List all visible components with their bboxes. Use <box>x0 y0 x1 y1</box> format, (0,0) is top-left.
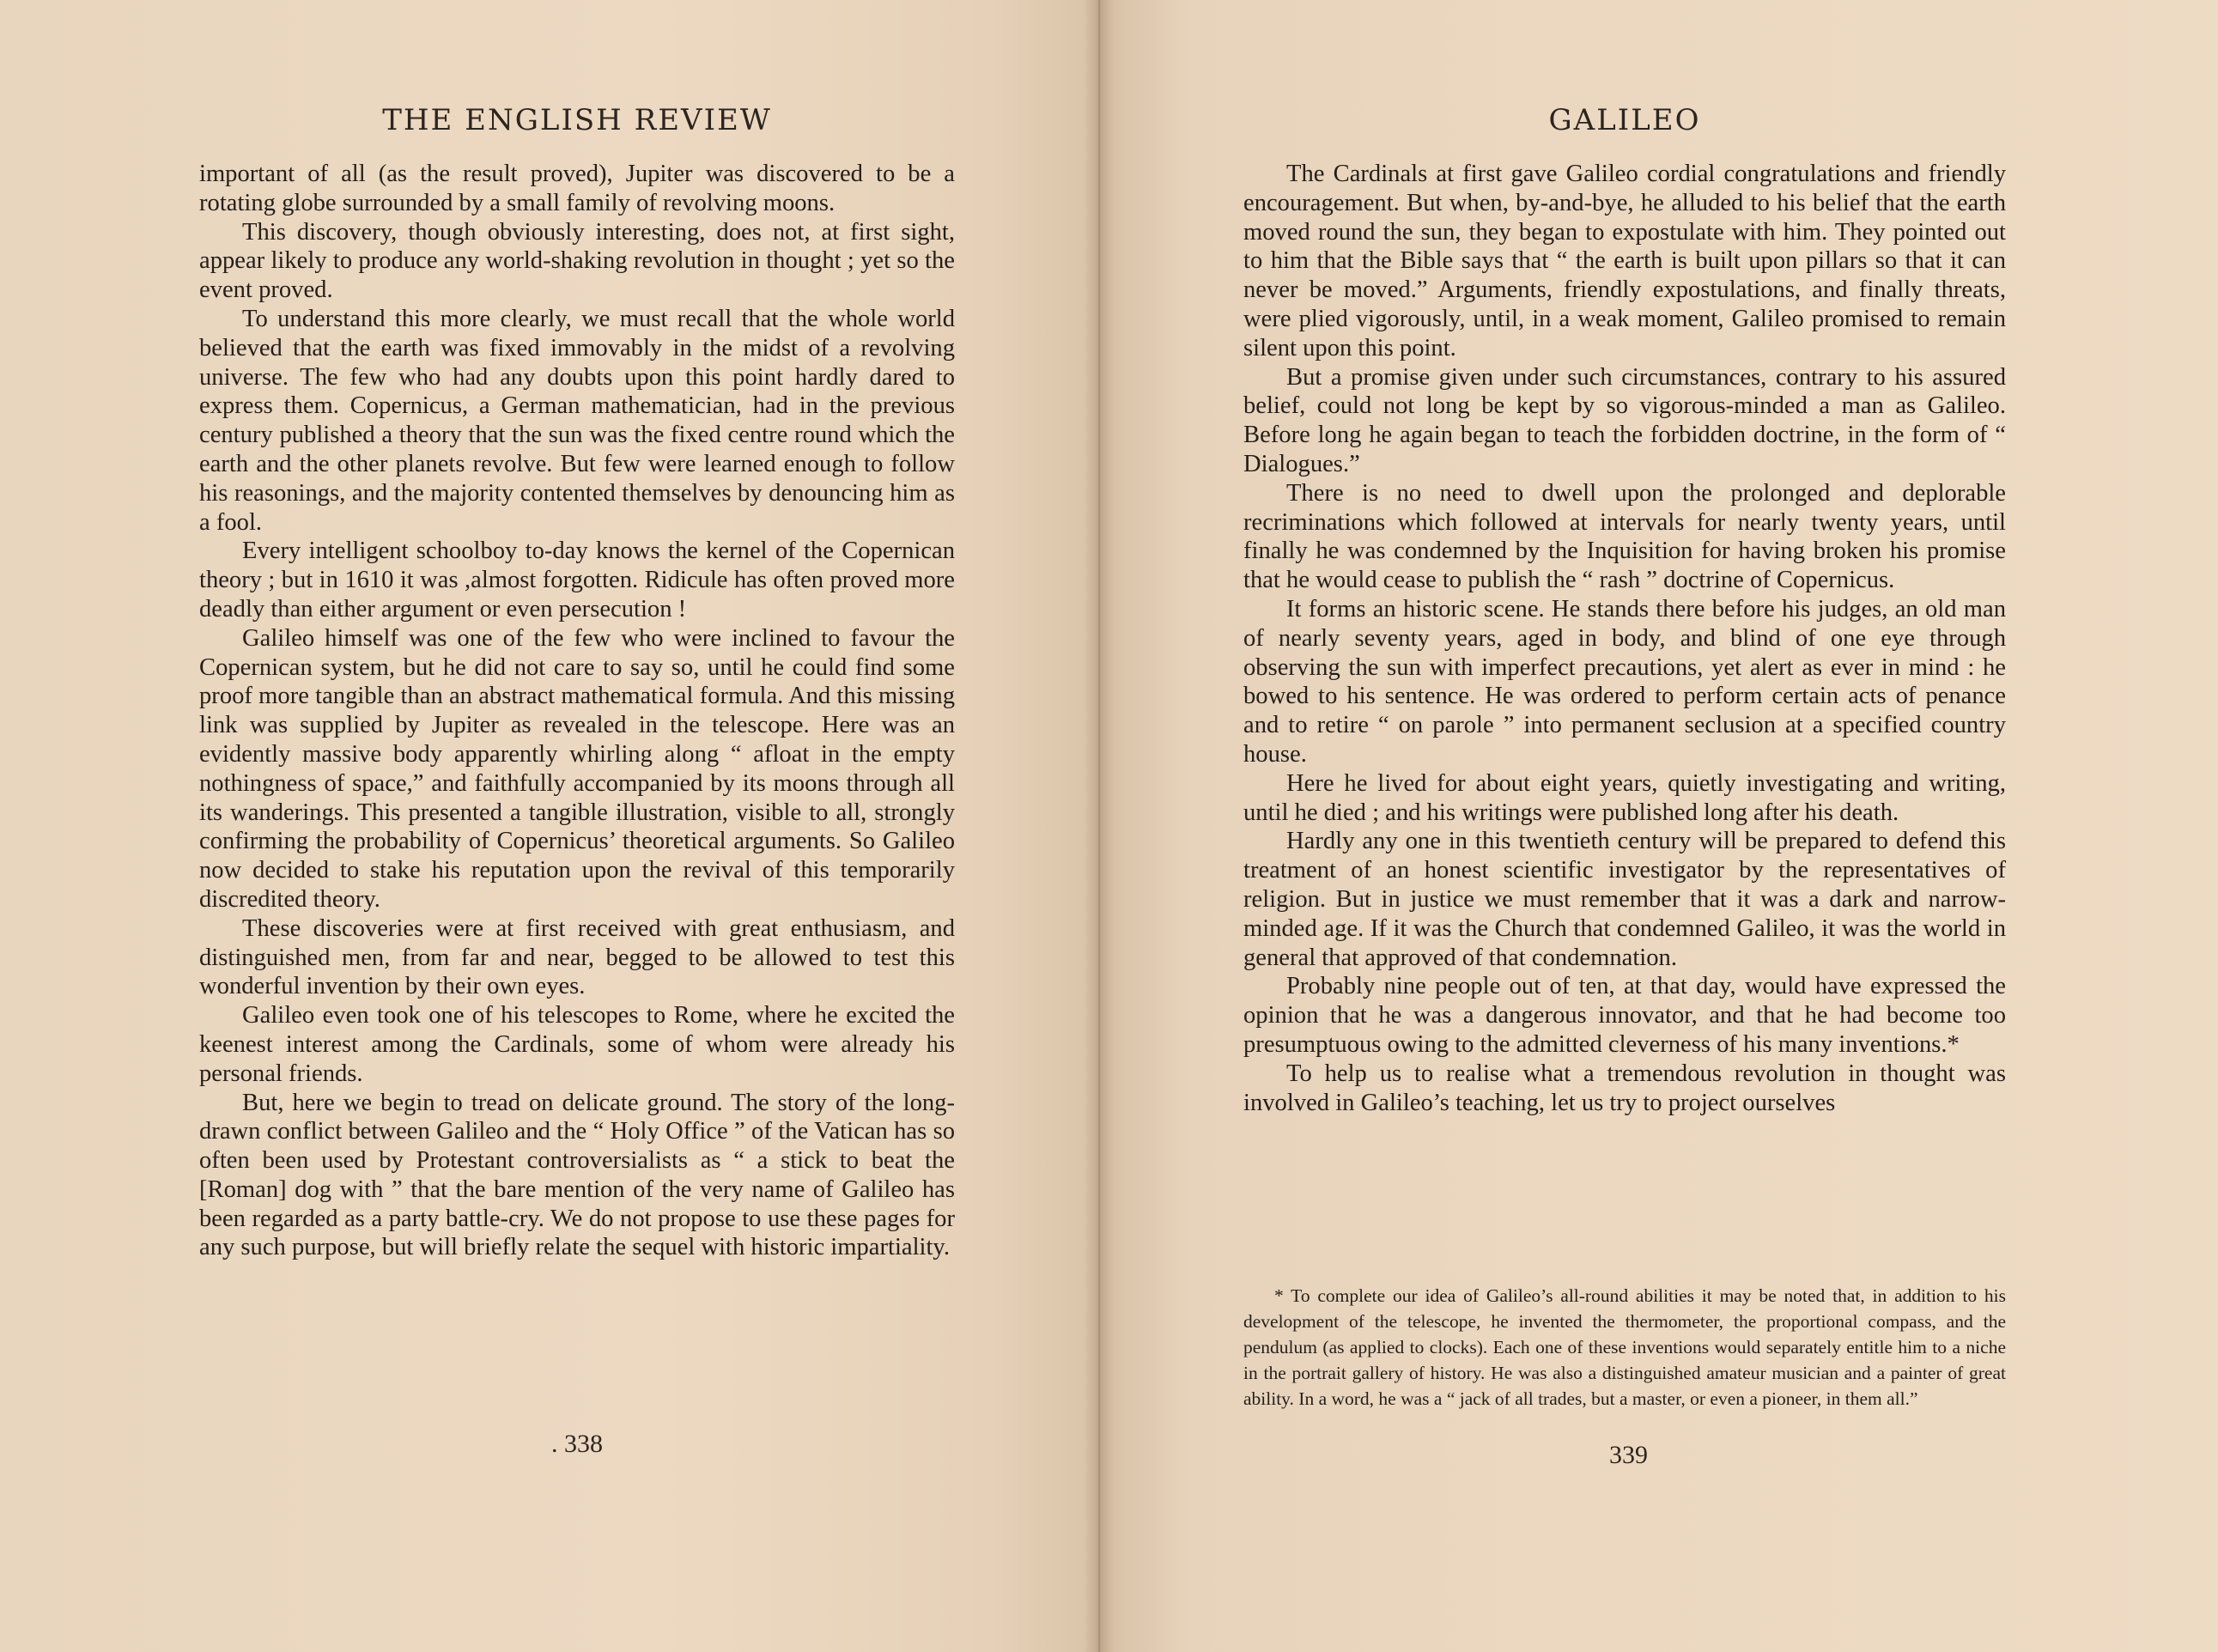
paragraph: important of all (as the result proved), Jupiter was discovered to be a rotating globe surrounded by a small family of revolving moons. <box>199 161 955 216</box>
paragraph: To understand this more clearly, we must recall that the whole world believed that the earth was fixed immovably in the midst of a revolving universe. The few who had any doubts upon this point hardly dared to express them. Copernicus, a German mathematician, had in the previous century published a theory that the sun was the fixed centre round which the earth and the other planets revolve. But few were learned enough to follow his reasonings, and the majority contented themselves by denouncing him as a fool. <box>199 305 955 536</box>
paragraph: To help us to realise what a tremendous revolution in thought was involved in Galileo’s teaching, let us try to project ourselves <box>1243 1060 2006 1116</box>
paragraph: It forms an historic scene. He stands there before his judges, an old man of nearly seventy years, aged in body, and blind of one eye through observing the sun with imperfect precautions, yet alert as ever in mind : he bowed to his sentence. He was ordered to perform certain acts of penance and to retire “ on parole ” into permanent seclusion at a specified country house. <box>1243 595 2006 768</box>
paragraph: This discovery, though obviously interesting, does not, at first sight, appear likely to produce any world-shaking revolution in thought ; yet so the event proved. <box>199 218 955 304</box>
right-page-body <box>1243 160 2006 1117</box>
left-page <box>0 0 1099 1652</box>
paragraph: But, here we begin to tread on delicate ground. The story of the long-drawn conflict between Galileo and the “ Holy Office ” of the Vatican has so often been used by Protestant controversialists as “ a stick to beat the [Roman] dog with ” that the bare mention of the very name of Galileo has been regarded as a party battle-cry. We do not propose to use these pages for any such purpose, but will briefly relate the sequel with historic impartiality. <box>199 1089 955 1261</box>
page-number-right: 339 <box>1609 1441 1648 1469</box>
paragraph: But a promise given under such circumstances, contrary to his assured belief, could not long be kept by so vigorous-minded a man as Galileo. Before long he again began to teach the forbidden doctrine, in the form of “ Dialogues.” <box>1243 363 2006 477</box>
running-head-left: THE ENGLISH REVIEW <box>382 103 772 137</box>
paragraph: Hardly any one in this twentieth century will be prepared to defend this treatment of an honest scientific investigator by the representatives of religion. But in justice we must remember that it was a dark and narrow-minded age. If it was the Church that condemned Galileo, it was the world in general that approved of that condemnation. <box>1243 828 2006 971</box>
paragraph: There is no need to dwell upon the prolonged and deplorable recriminations which followed at intervals for nearly twenty years, until finally he was condemned by the Inquisition for having broken his promise that he would cease to publish the “ rash ” doctrine of Copernicus. <box>1243 479 2006 594</box>
paragraph: These discoveries were at first received with great enthusiasm, and distinguished men, from far and near, begged to be allowed to test this wonderful invention by their own eyes. <box>199 914 955 1000</box>
left-page-body <box>199 160 955 1262</box>
paragraph: Every intelligent schoolboy to-day knows the kernel of the Copernican theory ; but in 1610 it was ,almost forgotten. Ridicule has often proved more deadly than either argument or even persecution ! <box>199 538 955 623</box>
paragraph: Galileo even took one of his telescopes to Rome, where he excited the keenest interest among the Cardinals, some of whom were already his personal friends. <box>199 1002 955 1087</box>
paragraph: Galileo himself was one of the few who were inclined to favour the Copernican system, but he did not care to say so, until he could find some proof more tangible than an abstract mathematical formula. And this missing link was supplied by Jupiter as revealed in the telescope. Here was an evidently massive body apparently whirling along “ afloat in the empty nothingness of space,” and faithfully accompanied by its moons through all its wanderings. This presented a tangible illustration, visible to all, strongly confirming the probability of Copernicus’ theoretical arguments. So Galileo now decided to stake his reputation upon the revival of this temporarily discredited theory. <box>199 624 955 913</box>
paragraph: The Cardinals at first gave Galileo cordial congratulations and friendly encouragement. But when, by-and-bye, he alluded to his belief that the earth moved round the sun, they began to expostulate with him. They pointed out to him that the Bible says that “ the earth is built upon pillars so that it can never be moved.” Arguments, friendly expostulations, and finally threats, were plied vigorously, until, in a weak moment, Galileo promised to remain silent upon this point. <box>1243 161 2006 361</box>
page-number-left: . 338 <box>551 1430 603 1458</box>
footnote: * To complete our idea of Galileo’s all-round abilities it may be noted that, in addition to his development of the telescope, he invented the thermometer, the proportional compass, and the pendulum (as applied to clocks). Each one of these inventions would separately entitle him to a niche in the portrait gallery of history. He was also a distinguished amateur musician and a painter of great ability. In a word, he was a “ jack of all trades, but a master, or even a pioneer, in them all.” <box>1243 1285 2006 1409</box>
book-gutter <box>1084 0 1115 1652</box>
running-head-right: GALILEO <box>1548 103 1701 137</box>
paragraph: Probably nine people out of ten, at that day, would have expressed the opinion that he was a dangerous innovator, and that he had become too presumptuous owing to the admitted cleverness of his many inventions.* <box>1243 973 2006 1058</box>
right-page <box>1099 0 2218 1652</box>
paragraph: Here he lived for about eight years, quietly investigating and writing, until he died ; and his writings were published long after his death. <box>1243 769 2006 826</box>
